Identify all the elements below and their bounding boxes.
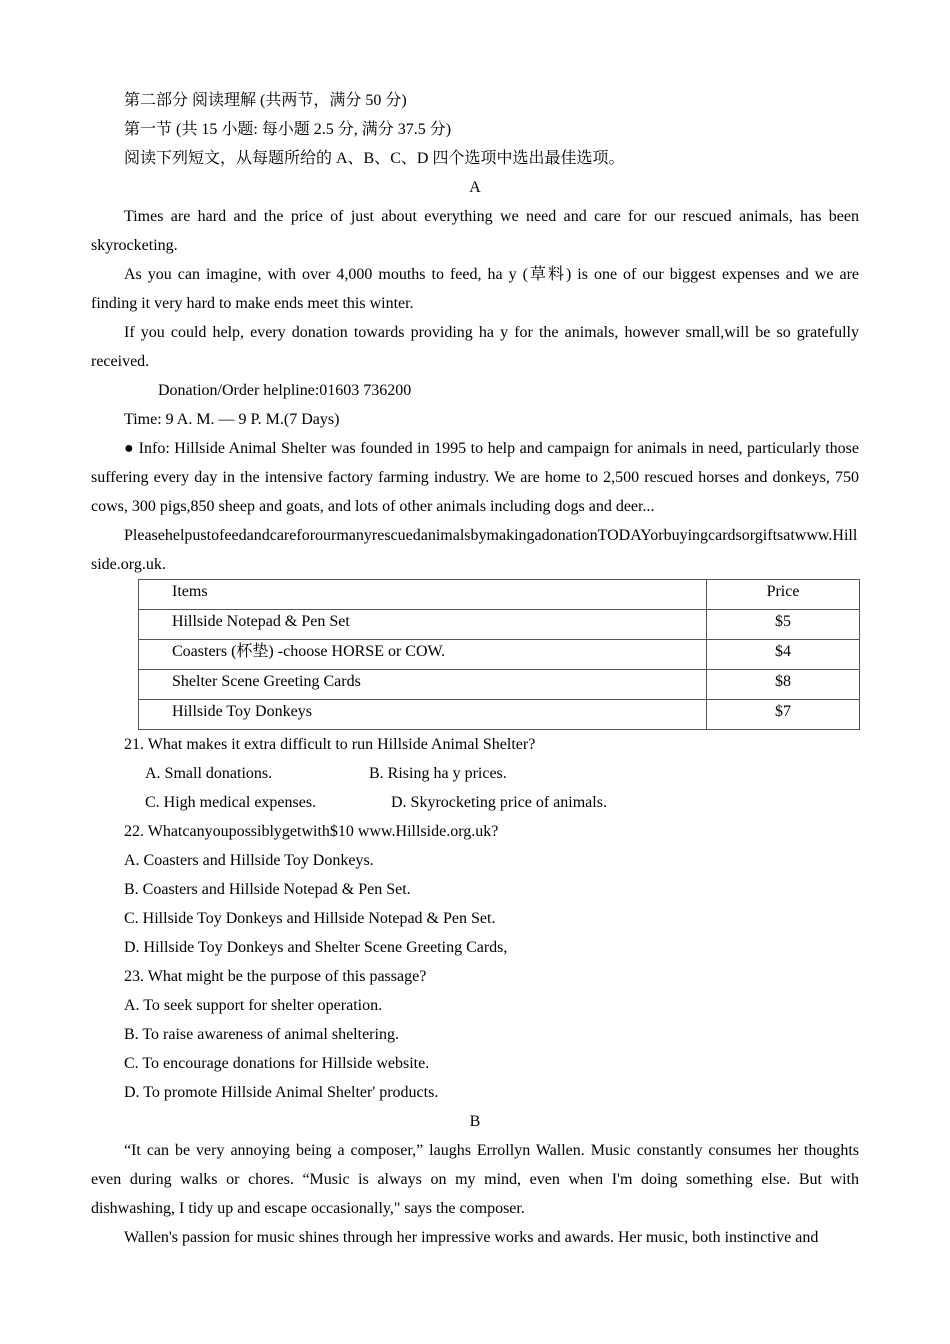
- table-cell-item: Hillside Notepad & Pen Set: [139, 610, 707, 640]
- question-23-option-b[interactable]: B. To raise awareness of animal sheltering.: [124, 1026, 399, 1043]
- question-22-option-d[interactable]: D. Hillside Toy Donkeys and Shelter Scene Greeting Cards,: [124, 939, 508, 956]
- time-text: Time: 9 A. M. — 9 P. M.(7 Days): [124, 411, 340, 428]
- items-price-table: [138, 579, 860, 730]
- passage-a-paragraph-1: Times are hard and the price of just about everything we need and care for our rescued animals, has been skyrocketing.: [91, 208, 859, 254]
- table-row: [139, 700, 860, 730]
- question-22-stem: 22. Whatcanyoupossiblygetwith$10 www.Hillside.org.uk?: [124, 823, 499, 840]
- table-row: [139, 610, 860, 640]
- question-23-option-c[interactable]: C. To encourage donations for Hillside website.: [124, 1055, 430, 1072]
- question-21-option-d[interactable]: D. Skyrocketing price of animals.: [391, 794, 607, 811]
- info-paragraph: ● Info: Hillside Animal Shelter was founded in 1995 to help and campaign for animals in need, particularly those suffering every day in the intensive factory farming industry. We are home to 2,500 rescued horses and donkeys, 750 cows, 300 pigs,850 sheep and goats, and lots of other animals including dogs and deer...: [91, 440, 859, 515]
- table-cell-price: $7: [707, 700, 860, 730]
- donation-request: PleasehelpustofeedandcareforourmanyrescuedanimalsbymakingadonationTODAYorbuyingcardsorgiftsatwww.Hillside.org.uk.: [91, 527, 858, 573]
- question-22-option-c[interactable]: C. Hillside Toy Donkeys and Hillside Notepad & Pen Set.: [124, 910, 496, 927]
- table-header-price: Price: [707, 580, 860, 610]
- question-23-option-d[interactable]: D. To promote Hillside Animal Shelter' products.: [124, 1084, 439, 1101]
- table-row: [139, 640, 860, 670]
- question-21-option-c[interactable]: C. High medical expenses.: [145, 794, 317, 811]
- passage-a-paragraph-3: If you could help, every donation towards providing ha y for the animals, however small,will be so gratefully received.: [91, 324, 859, 370]
- question-21-options-row-2: [91, 788, 859, 817]
- table-cell-item: Coasters (杯垫) -choose HORSE or COW.: [139, 640, 707, 670]
- question-21-stem: 21. What makes it extra difficult to run Hillside Animal Shelter?: [124, 736, 536, 753]
- question-21-option-a[interactable]: A. Small donations.: [145, 765, 273, 782]
- question-21-options-row-1: [91, 759, 859, 788]
- question-22-option-a[interactable]: A. Coasters and Hillside Toy Donkeys.: [124, 852, 374, 869]
- question-22-option-b[interactable]: B. Coasters and Hillside Notepad & Pen Set.: [124, 881, 411, 898]
- table-header-items: Items: [139, 580, 707, 610]
- question-23-stem: 23. What might be the purpose of this passage?: [124, 968, 427, 985]
- exam-page: [91, 86, 859, 1252]
- table-cell-price: $4: [707, 640, 860, 670]
- question-21-option-b[interactable]: B. Rising ha y prices.: [369, 765, 507, 782]
- passage-a-paragraph-2: As you can imagine, with over 4,000 mouths to feed, ha y (草料) is one of our biggest expenses and we are finding it very hard to make ends meet this winter.: [91, 266, 859, 312]
- table-row: [139, 670, 860, 700]
- instruction-text: 阅读下列短文，从每题所给的 A、B、C、D 四个选项中选出最佳选项。: [124, 150, 625, 167]
- section-heading: 第一节 (共 15 小题: 每小题 2.5 分, 满分 37.5 分): [124, 121, 452, 138]
- table-cell-item: Shelter Scene Greeting Cards: [139, 670, 707, 700]
- table-cell-price: $8: [707, 670, 860, 700]
- question-23-option-a[interactable]: A. To seek support for shelter operation.: [124, 997, 383, 1014]
- table-header-row: [139, 580, 860, 610]
- passage-b-paragraph-2: Wallen's passion for music shines through her impressive works and awards. Her music, both instinctive and: [124, 1229, 819, 1246]
- table-cell-price: $5: [707, 610, 860, 640]
- table-cell-item: Hillside Toy Donkeys: [139, 700, 707, 730]
- passage-a-label: A: [469, 179, 481, 196]
- passage-b-paragraph-1: “It can be very annoying being a composer,” laughs Errollyn Wallen. Music constantly consumes her thoughts even during walks or chores. “Music is always on my mind, even when I'm doing something else. But with dishwashing, I tidy up and escape occasionally," says the composer.: [91, 1142, 859, 1217]
- part-heading: 第二部分 阅读理解 (共两节，满分 50 分): [124, 92, 407, 109]
- helpline-text: Donation/Order helpline:01603 736200: [158, 382, 412, 399]
- passage-b-label: B: [469, 1113, 481, 1130]
